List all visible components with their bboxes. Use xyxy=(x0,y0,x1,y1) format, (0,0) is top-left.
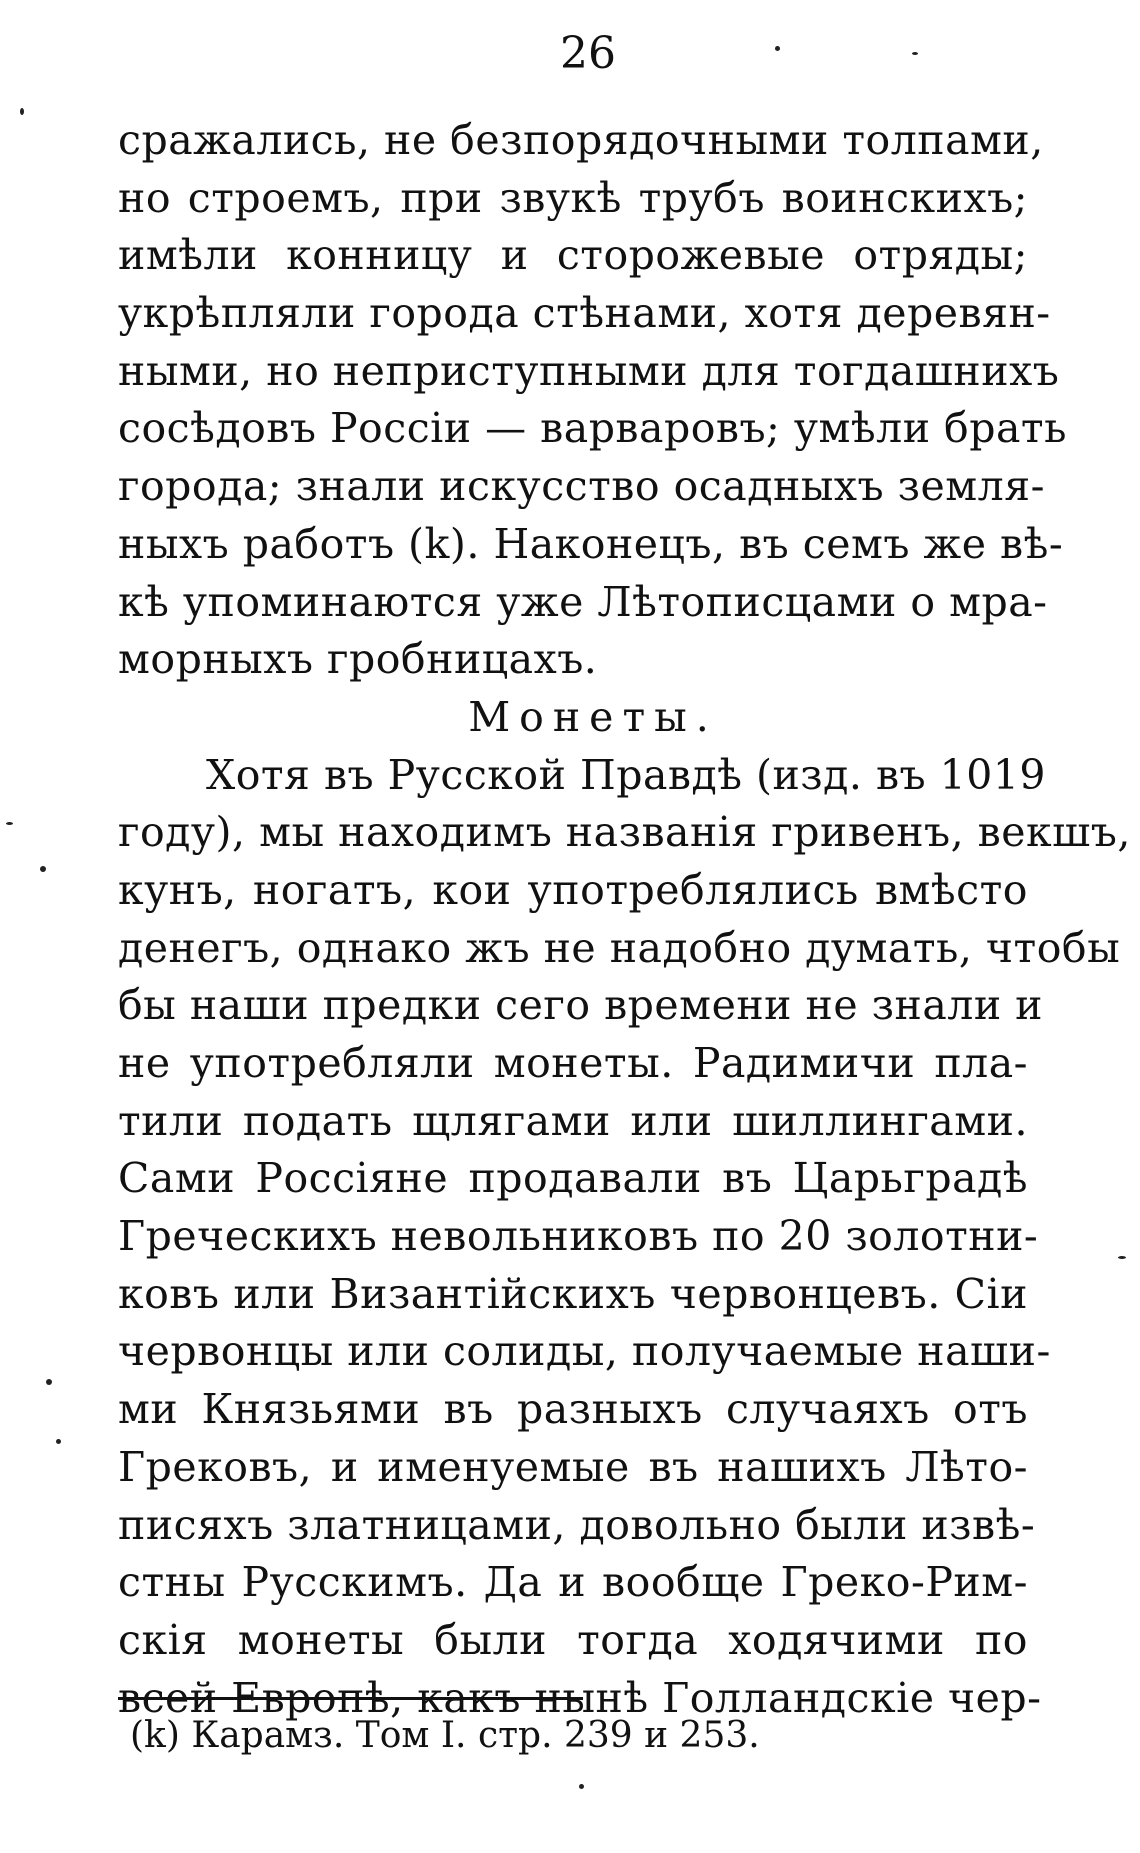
text-line: имѣли конницу и сторожевые отряды; xyxy=(118,231,1028,280)
text-line: ныхъ работъ (k). Наконецъ, въ семъ же вѣ- xyxy=(118,519,1064,568)
text-line: кѣ упоминаются уже Лѣтописцами о мра- xyxy=(118,577,1048,626)
scan-speck xyxy=(56,1439,61,1444)
text-line: ми Князьями въ разныхъ случаяхъ отъ xyxy=(118,1385,1028,1434)
footnote: (k) Карамз. Том I. стр. 239 и 253. xyxy=(130,1715,760,1756)
text-line: червонцы или солиды, получаемые наши- xyxy=(118,1327,1051,1376)
text-line: ковъ или Византійскихъ червонцевъ. Сіи xyxy=(118,1269,1028,1318)
scan-speck xyxy=(1118,1256,1126,1259)
text-line: ными, но неприступными для тогдашнихъ xyxy=(118,346,1060,395)
body-text xyxy=(118,112,1131,1727)
page-number: 26 xyxy=(560,28,616,79)
scan-speck xyxy=(20,108,24,115)
text-line: писяхъ златницами, довольно были извѣ- xyxy=(118,1500,1036,1549)
scan-speck xyxy=(6,822,13,825)
text-line: Сами Россіяне продавали въ Царьградѣ xyxy=(118,1154,1028,1203)
text-line: стны Русскимъ. Да и вообще Греко-Рим- xyxy=(118,1558,1028,1607)
text-line: не употребляли монеты. Радимичи пла- xyxy=(118,1039,1028,1087)
text-line: тили подать щлягами или шиллингами. xyxy=(118,1096,1028,1145)
text-line: города; знали искусство осадныхъ земля- xyxy=(118,462,1045,511)
text-line: сражались, не безпорядочными толпами, xyxy=(118,116,1044,164)
footnote-divider xyxy=(118,1697,583,1700)
text-line: укрѣпляли города стѣнами, хотя деревян- xyxy=(118,289,1051,338)
scan-speck xyxy=(40,866,46,872)
text-line: Греческихъ невольниковъ по 20 золотни- xyxy=(118,1212,1039,1261)
text-line: скія монеты были тогда ходячими по xyxy=(118,1615,1028,1664)
text-line: кунъ, ногатъ, кои употреблялись вмѣсто xyxy=(118,865,1028,914)
text-line: всей Европѣ, какъ нынѣ Голландскіе чер- xyxy=(118,1673,1042,1722)
scan-speck xyxy=(579,1784,584,1789)
text-line: денегъ, однако жъ не надобно думать, чтобы xyxy=(118,923,1121,972)
section-heading: Монеты. xyxy=(468,692,718,741)
text-line: бы наши предки сего времени не знали и xyxy=(118,981,1044,1030)
text-line: году), мы находимъ названія гривенъ, векшъ, xyxy=(118,808,1131,857)
scan-speck xyxy=(912,52,918,55)
text-line: Хотя въ Русской Правдѣ (изд. въ 1019 xyxy=(206,750,1047,799)
scan-speck xyxy=(775,46,780,51)
text-line: морныхъ гробницахъ. xyxy=(118,635,598,684)
text-line: Грековъ, и именуемые въ нашихъ Лѣто- xyxy=(118,1442,1028,1491)
text-line: но строемъ, при звукѣ трубъ воинскихъ; xyxy=(118,173,1028,222)
scan-speck xyxy=(46,1379,52,1385)
text-line: сосѣдовъ Россіи — варваровъ; умѣли брать xyxy=(118,404,1067,453)
